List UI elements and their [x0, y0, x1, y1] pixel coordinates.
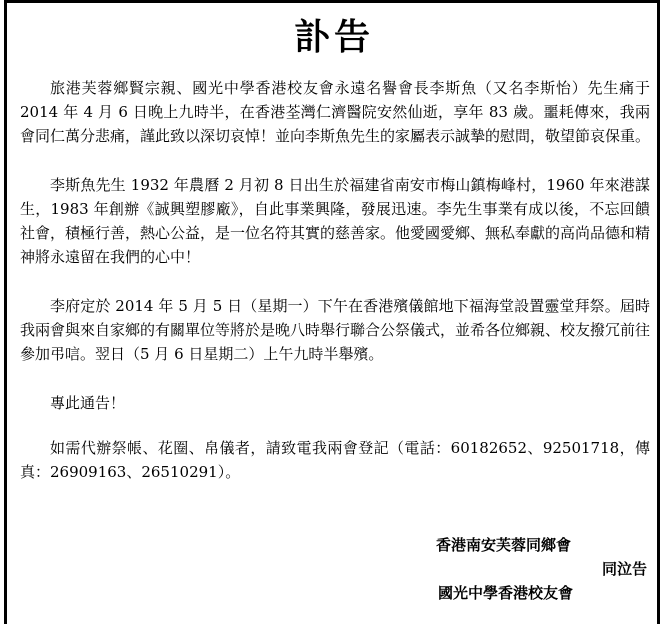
notice-body: [20, 76, 650, 509]
signature-org-tongxianghui: 香港南安芙蓉同鄉會: [436, 536, 572, 554]
paragraph-notice: 專此通告！: [50, 394, 126, 412]
paragraph-funeral-arrangements: 李府定於 2014 年 5 月 5 日（星期一）下午在香港殯儀館地下福海堂設置靈堂拜祭。屆時我兩會與來自家鄉的有關單位等將於是晚八時舉行聯合公祭儀式，並希各位鄉親、校友撥冗前往參加弔唁。翌日（5 月 6 日星期二）上午九時半舉殯。: [20, 297, 651, 363]
signature-joint-notice: 同泣告: [602, 560, 648, 578]
signature-org-alumni: 國光中學香港校友會: [438, 584, 574, 602]
notice-title: 訃告: [293, 17, 374, 58]
paragraph-biography: 李斯魚先生 1932 年農曆 2 月初 8 日出生於福建省南安市梅山鎮梅峰村，1960 年來港謀生，1983 年創辦《誠興塑膠廠》，自此事業興隆，發展迅速。李先生事業有成以後，不忘回饋社會，積極行善，熱心公益，是一位名符其實的慈善家。他愛國愛鄉、無私奉獻的高尚品德和精神將永遠留在我們的心中！: [20, 176, 651, 266]
paragraph-contact: 如需代辦祭帳、花圈、帛儀者，請致電我兩會登記（電話：60182652、92501718，傳真：26909163、26510291）。: [20, 439, 650, 481]
paragraph-announcement: 旅港芙蓉鄉賢宗親、國光中學香港校友會永遠名譽會長李斯魚（又名李斯怡）先生痛于 2014 年 4 月 6 日晚上九時半，在香港荃灣仁濟醫院安然仙逝，享年 83 歲。噩耗傳來，我兩會同仁萬分悲痛，謹此致以深切哀悼！並向李斯魚先生的家屬表示誠摯的慰問，敬望節哀保重。: [20, 79, 651, 145]
